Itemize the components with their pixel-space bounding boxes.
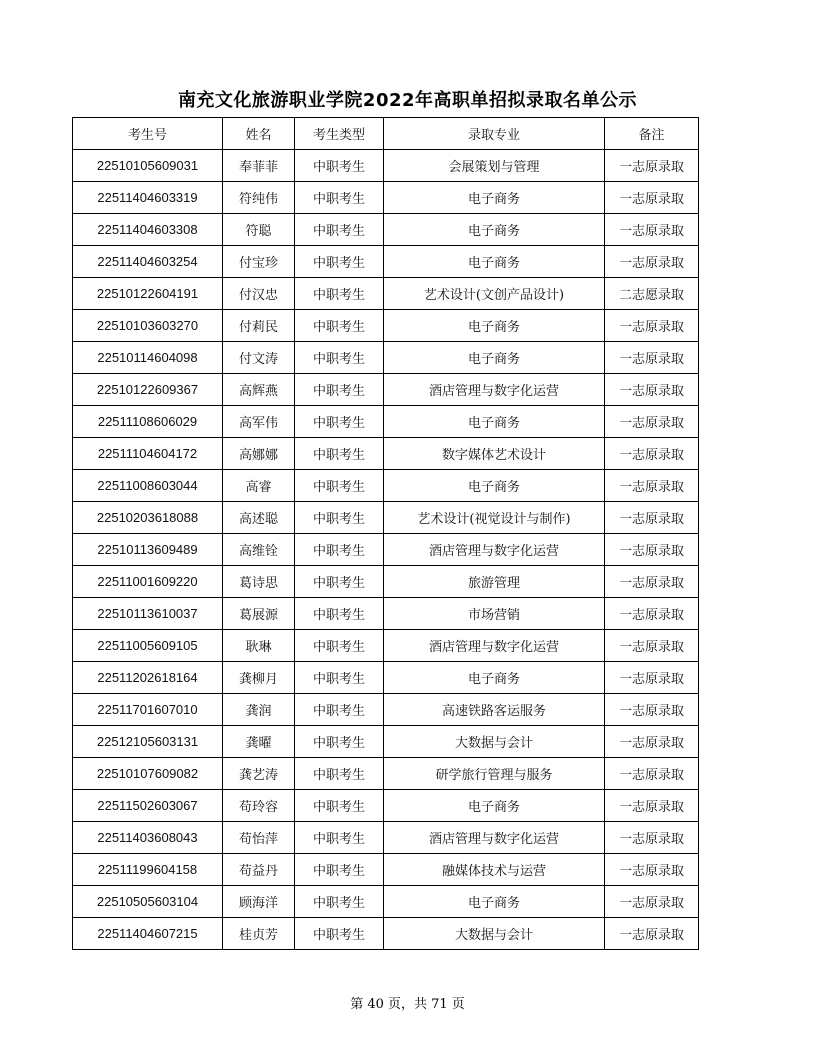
page-title: 南充文化旅游职业学院2022年高职单招拟录取名单公示 — [177, 90, 638, 111]
cell-candidate-type: 中职考生 — [295, 214, 384, 246]
cell-candidate-id: 22510113610037 — [73, 598, 223, 630]
cell-name: 桂贞芳 — [223, 918, 295, 950]
cell-major: 电子商务 — [384, 246, 605, 278]
cell-major: 电子商务 — [384, 182, 605, 214]
cell-candidate-id: 22511199604158 — [73, 854, 223, 886]
cell-name: 高述聪 — [223, 502, 295, 534]
table-row — [73, 310, 699, 342]
cell-candidate-type: 中职考生 — [295, 598, 384, 630]
cell-note: 一志原录取 — [605, 182, 699, 214]
cell-candidate-type: 中职考生 — [295, 150, 384, 182]
cell-candidate-id: 22510122604191 — [73, 278, 223, 310]
header-candidate-id: 考生号 — [73, 118, 223, 150]
table-row — [73, 470, 699, 502]
table-row — [73, 438, 699, 470]
cell-name: 葛诗思 — [223, 566, 295, 598]
cell-candidate-id: 22510203618088 — [73, 502, 223, 534]
cell-candidate-id: 22510103603270 — [73, 310, 223, 342]
cell-candidate-id: 22511404603254 — [73, 246, 223, 278]
cell-candidate-type: 中职考生 — [295, 502, 384, 534]
cell-candidate-id: 22511502603067 — [73, 790, 223, 822]
header-major: 录取专业 — [384, 118, 605, 150]
cell-major: 艺术设计(文创产品设计) — [384, 278, 605, 310]
cell-name: 龚柳月 — [223, 662, 295, 694]
cell-candidate-id: 22510107609082 — [73, 758, 223, 790]
table-body — [73, 150, 699, 950]
table-row — [73, 342, 699, 374]
cell-note: 一志原录取 — [605, 886, 699, 918]
table-row — [73, 758, 699, 790]
cell-name: 符聪 — [223, 214, 295, 246]
header-name: 姓名 — [223, 118, 295, 150]
table-row — [73, 150, 699, 182]
table-row — [73, 182, 699, 214]
cell-name: 高睿 — [223, 470, 295, 502]
cell-candidate-type: 中职考生 — [295, 342, 384, 374]
cell-name: 付莉民 — [223, 310, 295, 342]
cell-note: 一志原录取 — [605, 502, 699, 534]
cell-name: 苟玲容 — [223, 790, 295, 822]
cell-major: 会展策划与管理 — [384, 150, 605, 182]
table-row — [73, 534, 699, 566]
cell-major: 电子商务 — [384, 310, 605, 342]
cell-candidate-type: 中职考生 — [295, 310, 384, 342]
table-row — [73, 246, 699, 278]
cell-note: 一志原录取 — [605, 374, 699, 406]
cell-name: 高维铨 — [223, 534, 295, 566]
table-row — [73, 374, 699, 406]
cell-name: 顾海洋 — [223, 886, 295, 918]
cell-note: 二志愿录取 — [605, 278, 699, 310]
cell-major: 大数据与会计 — [384, 726, 605, 758]
cell-candidate-type: 中职考生 — [295, 854, 384, 886]
cell-candidate-id: 22511108606029 — [73, 406, 223, 438]
cell-candidate-type: 中职考生 — [295, 374, 384, 406]
cell-note: 一志原录取 — [605, 310, 699, 342]
cell-candidate-id: 22511701607010 — [73, 694, 223, 726]
table-row — [73, 214, 699, 246]
cell-note: 一志原录取 — [605, 246, 699, 278]
cell-major: 酒店管理与数字化运营 — [384, 534, 605, 566]
cell-candidate-id: 22510105609031 — [73, 150, 223, 182]
table-row — [73, 886, 699, 918]
table-row — [73, 502, 699, 534]
cell-candidate-id: 22511005609105 — [73, 630, 223, 662]
cell-candidate-type: 中职考生 — [295, 438, 384, 470]
cell-note: 一志原录取 — [605, 406, 699, 438]
table-row — [73, 822, 699, 854]
cell-major: 酒店管理与数字化运营 — [384, 822, 605, 854]
table-row — [73, 662, 699, 694]
cell-candidate-id: 22511404603308 — [73, 214, 223, 246]
cell-name: 符纯伟 — [223, 182, 295, 214]
cell-note: 一志原录取 — [605, 854, 699, 886]
cell-major: 融媒体技术与运营 — [384, 854, 605, 886]
cell-name: 高辉燕 — [223, 374, 295, 406]
table-row — [73, 726, 699, 758]
cell-major: 高速铁路客运服务 — [384, 694, 605, 726]
cell-note: 一志原录取 — [605, 470, 699, 502]
cell-candidate-id: 22511001609220 — [73, 566, 223, 598]
header-note: 备注 — [605, 118, 699, 150]
cell-major: 数字媒体艺术设计 — [384, 438, 605, 470]
cell-candidate-type: 中职考生 — [295, 822, 384, 854]
cell-candidate-id: 22511404603319 — [73, 182, 223, 214]
table-row — [73, 406, 699, 438]
cell-name: 付宝珍 — [223, 246, 295, 278]
cell-note: 一志原录取 — [605, 438, 699, 470]
cell-major: 旅游管理 — [384, 566, 605, 598]
cell-candidate-id: 22511202618164 — [73, 662, 223, 694]
cell-note: 一志原录取 — [605, 822, 699, 854]
cell-candidate-type: 中职考生 — [295, 182, 384, 214]
table-row — [73, 918, 699, 950]
cell-note: 一志原录取 — [605, 598, 699, 630]
cell-note: 一志原录取 — [605, 662, 699, 694]
cell-note: 一志原录取 — [605, 694, 699, 726]
cell-candidate-type: 中职考生 — [295, 662, 384, 694]
cell-name: 苟益丹 — [223, 854, 295, 886]
cell-major: 艺术设计(视觉设计与制作) — [384, 502, 605, 534]
cell-candidate-id: 22510114604098 — [73, 342, 223, 374]
cell-major: 电子商务 — [384, 470, 605, 502]
cell-candidate-type: 中职考生 — [295, 246, 384, 278]
cell-note: 一志原录取 — [605, 726, 699, 758]
cell-major: 电子商务 — [384, 886, 605, 918]
cell-candidate-id: 22511403608043 — [73, 822, 223, 854]
table-row — [73, 630, 699, 662]
cell-candidate-type: 中职考生 — [295, 918, 384, 950]
cell-major: 电子商务 — [384, 790, 605, 822]
cell-candidate-type: 中职考生 — [295, 886, 384, 918]
cell-note: 一志原录取 — [605, 918, 699, 950]
cell-candidate-id: 22511008603044 — [73, 470, 223, 502]
cell-name: 葛展源 — [223, 598, 295, 630]
table-header-row — [73, 118, 699, 150]
cell-candidate-type: 中职考生 — [295, 470, 384, 502]
cell-candidate-type: 中职考生 — [295, 534, 384, 566]
cell-candidate-id: 22510505603104 — [73, 886, 223, 918]
cell-major: 大数据与会计 — [384, 918, 605, 950]
cell-major: 电子商务 — [384, 342, 605, 374]
page-number: 第 40 页，共 71 页 — [350, 997, 465, 1012]
cell-note: 一志原录取 — [605, 342, 699, 374]
table-row — [73, 566, 699, 598]
cell-name: 奉菲菲 — [223, 150, 295, 182]
cell-major: 电子商务 — [384, 406, 605, 438]
cell-note: 一志原录取 — [605, 790, 699, 822]
table-row — [73, 694, 699, 726]
cell-candidate-id: 22511104604172 — [73, 438, 223, 470]
cell-note: 一志原录取 — [605, 150, 699, 182]
cell-note: 一志原录取 — [605, 758, 699, 790]
cell-major: 市场营销 — [384, 598, 605, 630]
table-row — [73, 278, 699, 310]
table-row — [73, 790, 699, 822]
cell-note: 一志原录取 — [605, 534, 699, 566]
cell-major: 电子商务 — [384, 662, 605, 694]
cell-candidate-id: 22512105603131 — [73, 726, 223, 758]
table-row — [73, 598, 699, 630]
cell-note: 一志原录取 — [605, 214, 699, 246]
cell-name: 龚润 — [223, 694, 295, 726]
cell-candidate-type: 中职考生 — [295, 694, 384, 726]
cell-major: 电子商务 — [384, 214, 605, 246]
cell-note: 一志原录取 — [605, 566, 699, 598]
cell-name: 龚曜 — [223, 726, 295, 758]
cell-name: 苟怡萍 — [223, 822, 295, 854]
cell-note: 一志原录取 — [605, 630, 699, 662]
cell-name: 高娜娜 — [223, 438, 295, 470]
cell-candidate-type: 中职考生 — [295, 406, 384, 438]
cell-major: 研学旅行管理与服务 — [384, 758, 605, 790]
cell-name: 付文涛 — [223, 342, 295, 374]
cell-major: 酒店管理与数字化运营 — [384, 630, 605, 662]
cell-candidate-type: 中职考生 — [295, 790, 384, 822]
cell-candidate-type: 中职考生 — [295, 566, 384, 598]
cell-name: 龚艺涛 — [223, 758, 295, 790]
cell-candidate-id: 22510113609489 — [73, 534, 223, 566]
cell-major: 酒店管理与数字化运营 — [384, 374, 605, 406]
header-candidate-type: 考生类型 — [295, 118, 384, 150]
cell-candidate-id: 22511404607215 — [73, 918, 223, 950]
cell-candidate-type: 中职考生 — [295, 758, 384, 790]
cell-name: 耿琳 — [223, 630, 295, 662]
admission-table — [72, 117, 699, 950]
cell-candidate-type: 中职考生 — [295, 726, 384, 758]
cell-candidate-id: 22510122609367 — [73, 374, 223, 406]
cell-name: 高军伟 — [223, 406, 295, 438]
cell-name: 付汉忠 — [223, 278, 295, 310]
table-row — [73, 854, 699, 886]
cell-candidate-type: 中职考生 — [295, 630, 384, 662]
cell-candidate-type: 中职考生 — [295, 278, 384, 310]
